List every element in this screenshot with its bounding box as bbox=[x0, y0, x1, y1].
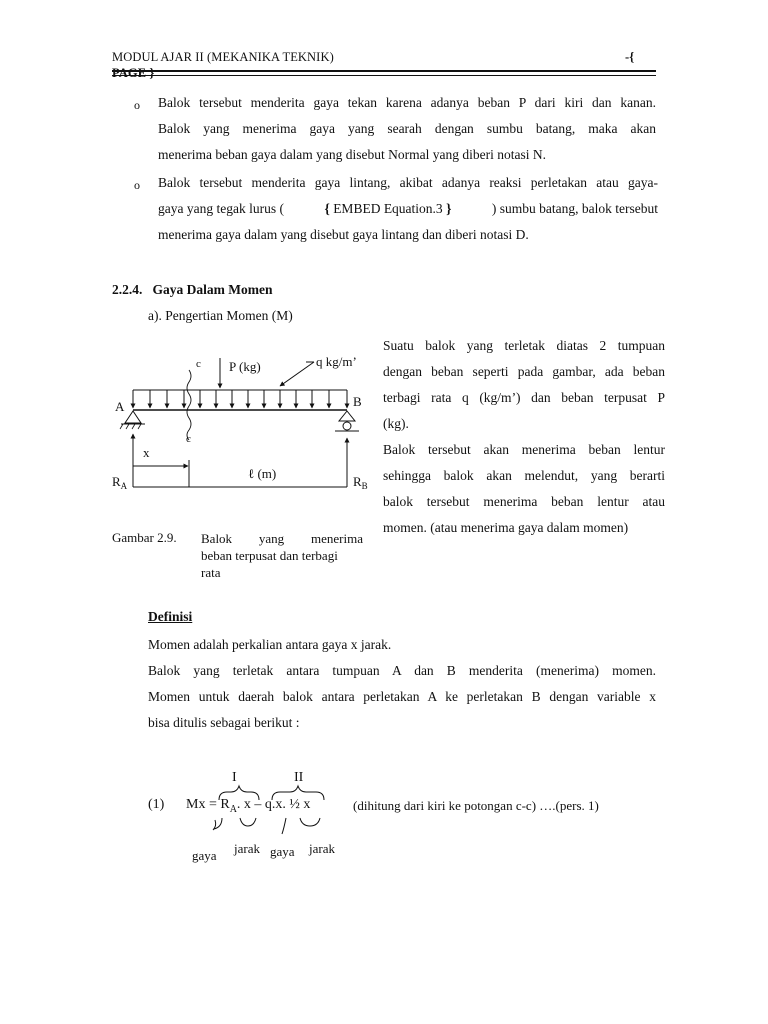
formula-note: (dihitung dari kiri ke potongan c-c) ….(pers. 1) bbox=[353, 798, 599, 813]
label-ra: $R_A$ bbox=[112, 474, 128, 491]
embed-field bbox=[324, 196, 451, 222]
side-text-line: sehingga balok akan melendut, yang berarti bbox=[383, 468, 665, 483]
bullet-2 bbox=[158, 170, 658, 248]
label-q: q kg/m’ bbox=[316, 354, 357, 369]
formula-sub-a: A bbox=[229, 803, 237, 815]
label-rb: $R_B$ bbox=[353, 474, 368, 491]
distributed-load-arrows bbox=[133, 390, 347, 408]
bullet-1 bbox=[158, 90, 656, 168]
label-c-bottom: c bbox=[186, 433, 191, 445]
bullet-marker: o bbox=[134, 178, 140, 192]
label-b: B bbox=[353, 394, 362, 409]
bullet-2-line: menerima gaya dalam yang disebut gaya lintang dan diberi notasi D. bbox=[158, 227, 529, 242]
formula-number: (1) bbox=[148, 797, 165, 812]
definition-line: Momen adalah perkalian antara gaya x jarak. bbox=[148, 637, 392, 652]
definition-paragraph-line: Balok yang terletak antara tumpuan A dan B menderita (menerima) momen. bbox=[148, 663, 656, 678]
bullet-marker: o bbox=[134, 98, 140, 112]
beam-diagram bbox=[110, 350, 380, 500]
formula-label-ii: II bbox=[294, 770, 304, 785]
bullet-1-line: Balok tersebut menderita gaya tekan karena adanya beban P dari kiri dan kanan. bbox=[158, 95, 656, 110]
formula-jarak-1: jarak bbox=[234, 841, 260, 856]
definition-paragraph bbox=[148, 658, 656, 736]
figure-caption bbox=[201, 530, 363, 581]
bullet-1-line: Balok yang menerima gaya yang searah dengan sumbu batang, maka akan bbox=[158, 121, 656, 136]
embed-field-text: EMBED Equation.3 bbox=[329, 201, 447, 216]
header-page-field: -{ bbox=[625, 50, 635, 64]
label-span: ℓ (m) bbox=[248, 466, 277, 481]
definition-paragraph-line: Momen untuk daerah balok antara perletakan A ke perletakan B dengan variable x bbox=[148, 689, 656, 704]
field-brace-open: { bbox=[324, 201, 330, 216]
section-subitem: a). Pengertian Momen (M) bbox=[148, 308, 293, 323]
section-heading bbox=[112, 277, 272, 303]
header-rule-thick bbox=[112, 70, 656, 72]
figure-caption-line: Balok yang menerima bbox=[201, 531, 363, 546]
formula-mx: Mx = R bbox=[186, 797, 230, 812]
side-text-line: balok tersebut menerima beban lentur atau bbox=[383, 494, 665, 509]
figure-caption-number: Gambar 2.9. bbox=[112, 530, 177, 545]
formula-gaya-2: gaya bbox=[270, 844, 295, 859]
bullet-2-line-tail: ) sumbu batang, balok tersebut bbox=[491, 201, 658, 216]
formula-jarak-2: jarak bbox=[309, 841, 335, 856]
label-a: A bbox=[115, 399, 125, 414]
label-x: x bbox=[143, 445, 150, 460]
bullet-2-line: Balok tersebut menderita gaya lintang, akibat adanya reaksi perletakan atau gaya- bbox=[158, 175, 658, 190]
definition-heading: Definisi bbox=[148, 609, 193, 624]
bullet-2-line: gaya yang tegak lurus ( bbox=[158, 201, 284, 216]
section-cut-line bbox=[187, 370, 191, 440]
figure-caption-line: rata bbox=[201, 565, 221, 580]
side-text-line: (kg). bbox=[383, 416, 409, 431]
figure-caption-line: beban terpusat dan terbagi bbox=[201, 548, 338, 563]
side-text-line: momen. (atau menerima gaya dalam momen) bbox=[383, 520, 629, 535]
side-text-line: Balok tersebut akan menerima beban lentur bbox=[383, 442, 665, 457]
header-rule-thin bbox=[112, 75, 656, 76]
header-left: MODUL AJAR II (MEKANIKA TEKNIK) bbox=[112, 50, 334, 64]
header-page-field-end: PAGE } bbox=[112, 66, 155, 80]
q-leader bbox=[280, 362, 314, 386]
definition-paragraph-line: bisa ditulis sebagai berikut : bbox=[148, 715, 300, 730]
side-text bbox=[383, 333, 665, 541]
formula-label-i: I bbox=[232, 770, 237, 785]
side-text-line: terbagi rata q (kg/m’) dan beban terpusat P bbox=[383, 390, 665, 405]
support-b-roller bbox=[335, 411, 359, 431]
section-number: 2.2.4. bbox=[112, 282, 143, 297]
side-text-line: Suatu balok yang terletak diatas 2 tumpuan bbox=[383, 338, 665, 353]
section-title: Gaya Dalam Momen bbox=[152, 282, 273, 297]
bullet-1-line: menerima beban gaya dalam yang disebut Normal yang diberi notasi N. bbox=[158, 147, 547, 162]
label-c-top: c bbox=[196, 358, 201, 370]
formula-rest: . x – q.x. ½ x bbox=[236, 797, 311, 812]
formula-gaya-1: gaya bbox=[192, 848, 217, 863]
side-text-line: dengan beban seperti pada gambar, ada beban bbox=[383, 364, 665, 379]
field-brace-close: } bbox=[446, 201, 452, 216]
formula-expression bbox=[186, 797, 310, 815]
label-p: P (kg) bbox=[229, 359, 261, 374]
bullet-2-line-with-field bbox=[158, 196, 658, 222]
